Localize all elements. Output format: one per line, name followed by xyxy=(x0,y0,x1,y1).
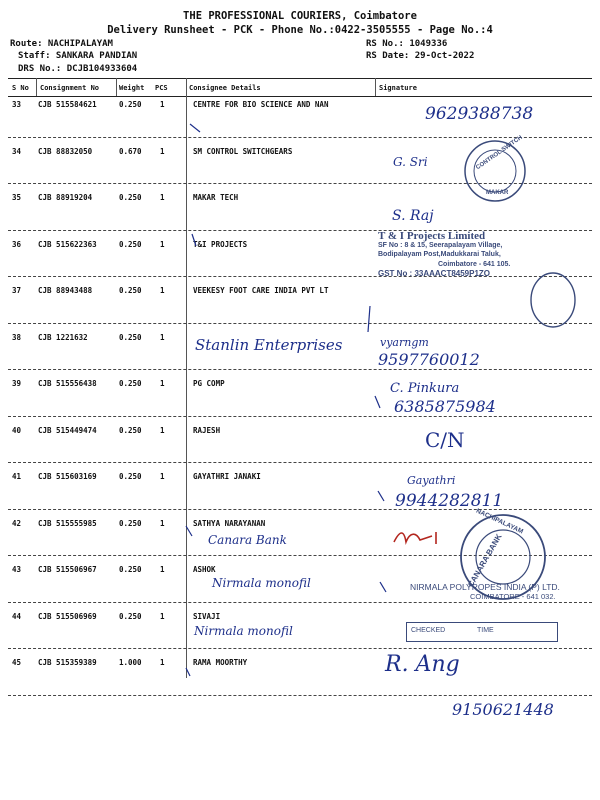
col-header-consignee: Consignee Details xyxy=(189,84,261,92)
cell-pcs: 1 xyxy=(160,518,165,528)
hw-r40-note: C/N xyxy=(425,428,465,452)
cell-sno: 34 xyxy=(12,146,22,156)
hw-r34-signature: G. Sri xyxy=(393,155,428,169)
cell-consignee: T&I PROJECTS xyxy=(193,239,248,249)
cell-consignment-no: CJB 515556438 xyxy=(38,379,97,388)
company-title: THE PROFESSIONAL COURIERS, Coimbatore xyxy=(183,10,417,22)
hw-r45-signature: R. Ang xyxy=(385,652,460,677)
nirmala-checked-box xyxy=(406,622,558,642)
drs-number: DRS No.: DCJB104933604 xyxy=(18,64,138,74)
stamp-tni-gst: GST No : 33AAACT8459P1ZO xyxy=(378,268,491,278)
cell-sno: 39 xyxy=(12,379,22,388)
hw-r43-note: Nirmala monofil xyxy=(212,576,311,590)
hw-r41-phone: 9944282811 xyxy=(395,491,504,511)
hw-r38-signature: vyarngm xyxy=(380,336,429,349)
cell-consignee: RAJESH xyxy=(193,425,221,435)
cell-consignee: PG COMP xyxy=(193,379,225,388)
cell-sno: 38 xyxy=(12,332,22,342)
cell-pcs: 1 xyxy=(160,425,165,435)
cell-consignment-no: CJB 88919204 xyxy=(38,193,93,202)
route: Route: NACHIPALAYAM xyxy=(10,39,113,49)
canara-stamp-top-text: NACHIPALAYAM xyxy=(474,507,525,536)
hw-r38-phone: 9597760012 xyxy=(378,350,480,369)
cell-consignment-no: CJB 88832050 xyxy=(38,146,93,156)
cell-weight: 0.250 xyxy=(119,239,142,249)
cell-pcs: 1 xyxy=(160,100,165,109)
sm-control-stamp-text: CONTROL SWITCH xyxy=(475,134,524,172)
cell-consignment-no: CJB 88943488 xyxy=(38,286,93,295)
staff: Staff: SANKARA PANDIAN xyxy=(18,51,138,61)
col-header-sno: S No xyxy=(12,84,29,92)
col-header-pcs: PCS xyxy=(155,84,168,92)
cell-consignee: MAKAR TECH xyxy=(193,193,239,202)
col-divider xyxy=(36,78,37,96)
cell-consignment-no: CJB 515449474 xyxy=(38,425,97,435)
veekesy-round-stamp-icon xyxy=(528,270,578,330)
cell-consignment-no: CJB 515622363 xyxy=(38,239,97,249)
cell-weight: 0.250 xyxy=(119,611,142,621)
hw-r42-note: Canara Bank xyxy=(208,533,287,547)
nirmala-stamp xyxy=(410,582,600,601)
cell-pcs: 1 xyxy=(160,379,165,388)
hw-r45-phone: 9150621448 xyxy=(452,700,554,719)
cell-pcs: 1 xyxy=(160,472,165,481)
cell-sno: 45 xyxy=(12,658,22,667)
col-divider xyxy=(375,78,376,96)
hw-r44-note: Nirmala monofil xyxy=(194,624,293,638)
makar-stamp-text: MAKAR xyxy=(486,190,509,196)
col-header-signature: Signature xyxy=(379,84,417,92)
cell-weight: 0.250 xyxy=(119,425,142,435)
table-top-rule xyxy=(8,78,592,79)
cell-pcs: 1 xyxy=(160,611,165,621)
col-header-weight: Weight xyxy=(119,84,145,92)
stamp-nirmala-city: COIMBATORE - 641 032. xyxy=(470,592,556,601)
stamp-tni-address-3: Coimbatore - 641 105. xyxy=(438,260,511,268)
cell-consignment-no: CJB 515584621 xyxy=(38,100,97,109)
hw-r33-phone: 9629388738 xyxy=(425,104,534,124)
cell-sno: 36 xyxy=(12,239,22,249)
cell-consignment-no: CJB 515555985 xyxy=(38,518,97,528)
cell-pcs: 1 xyxy=(160,239,165,249)
cell-consignment-no: CJB 515506967 xyxy=(38,565,97,574)
cell-consignee: CENTRE FOR BIO SCIENCE AND NAN xyxy=(193,100,329,109)
cell-sno: 37 xyxy=(12,286,22,295)
cell-consignee: ASHOK xyxy=(193,565,216,574)
cell-sno: 40 xyxy=(12,425,22,435)
cell-sno: 41 xyxy=(12,472,22,481)
cell-consignee: SATHYA NARAYANAN xyxy=(193,518,266,528)
cell-weight: 0.250 xyxy=(119,379,142,388)
cell-consignee: RAMA MOORTHY xyxy=(193,658,248,667)
cell-consignment-no: CJB 515359389 xyxy=(38,658,97,667)
cell-consignment-no: CJB 515603169 xyxy=(38,472,97,481)
hw-r39-signature: C. Pinkura xyxy=(390,381,460,396)
rs-number: RS No.: 1049336 xyxy=(366,39,448,49)
cell-sno: 42 xyxy=(12,518,22,528)
stamp-tni-address-1: SF No : 8 & 15, Seerapalayam Village, xyxy=(378,242,503,250)
col-divider xyxy=(116,78,117,96)
cell-consignment-no: CJB 515506969 xyxy=(38,611,97,621)
stamp-time-label: TIME xyxy=(477,627,494,634)
cell-weight: 0.250 xyxy=(119,332,142,342)
col-header-consignment: Consignment No xyxy=(40,84,100,92)
stamp-checked-label: CHECKED xyxy=(411,627,446,634)
cell-pcs: 1 xyxy=(160,193,165,202)
cell-pcs: 1 xyxy=(160,146,165,156)
hw-r38-consignee-name: Stanlin Enterprises xyxy=(195,336,343,354)
cell-sno: 43 xyxy=(12,565,22,574)
cell-pcs: 1 xyxy=(160,286,165,295)
stamp-tni-address-2: Bodipalayam Post,Madukkarai Taluk, xyxy=(378,251,501,259)
cell-consignee: SM CONTROL SWITCHGEARS xyxy=(193,146,293,156)
cell-sno: 33 xyxy=(12,100,22,109)
cell-weight: 0.250 xyxy=(119,518,142,528)
cell-sno: 44 xyxy=(12,611,22,621)
cell-consignee: GAYATHRI JANAKI xyxy=(193,472,261,481)
cell-pcs: 1 xyxy=(160,332,165,342)
cell-consignment-no: CJB 1221632 xyxy=(38,332,88,342)
cell-pcs: 1 xyxy=(160,658,165,667)
hw-r41-signature: Gayathri xyxy=(407,474,456,487)
cell-weight: 0.250 xyxy=(119,472,142,481)
stamp-tni-company: T & I Projects Limited xyxy=(378,230,486,242)
cell-weight: 0.250 xyxy=(119,286,142,295)
cell-pcs: 1 xyxy=(160,565,165,574)
rs-date: RS Date: 29-Oct-2022 xyxy=(366,51,475,61)
pen-tick-marks-icon xyxy=(180,96,410,736)
cell-consignee: SIVAJI xyxy=(193,611,221,621)
hw-r35-signature: S. Raj xyxy=(392,208,434,224)
cell-sno: 35 xyxy=(12,193,22,202)
cell-weight: 1.000 xyxy=(119,658,142,667)
cell-weight: 0.250 xyxy=(119,565,142,574)
cell-weight: 0.250 xyxy=(119,193,142,202)
runsheet-title: Delivery Runsheet - PCK - Phone No.:0422-3505555 - Page No.:4 xyxy=(107,24,493,36)
cell-consignee: VEEKESY FOOT CARE INDIA PVT LT xyxy=(193,286,329,295)
hw-r39-phone: 6385875984 xyxy=(394,397,496,416)
cell-weight: 0.670 xyxy=(119,146,142,156)
canara-stamp-bank-text: CANARA BANK xyxy=(466,532,504,589)
cell-weight: 0.250 xyxy=(119,100,142,109)
stamp-nirmala-name: NIRMALA POLYROPES INDIA (P) LTD. xyxy=(410,582,560,592)
